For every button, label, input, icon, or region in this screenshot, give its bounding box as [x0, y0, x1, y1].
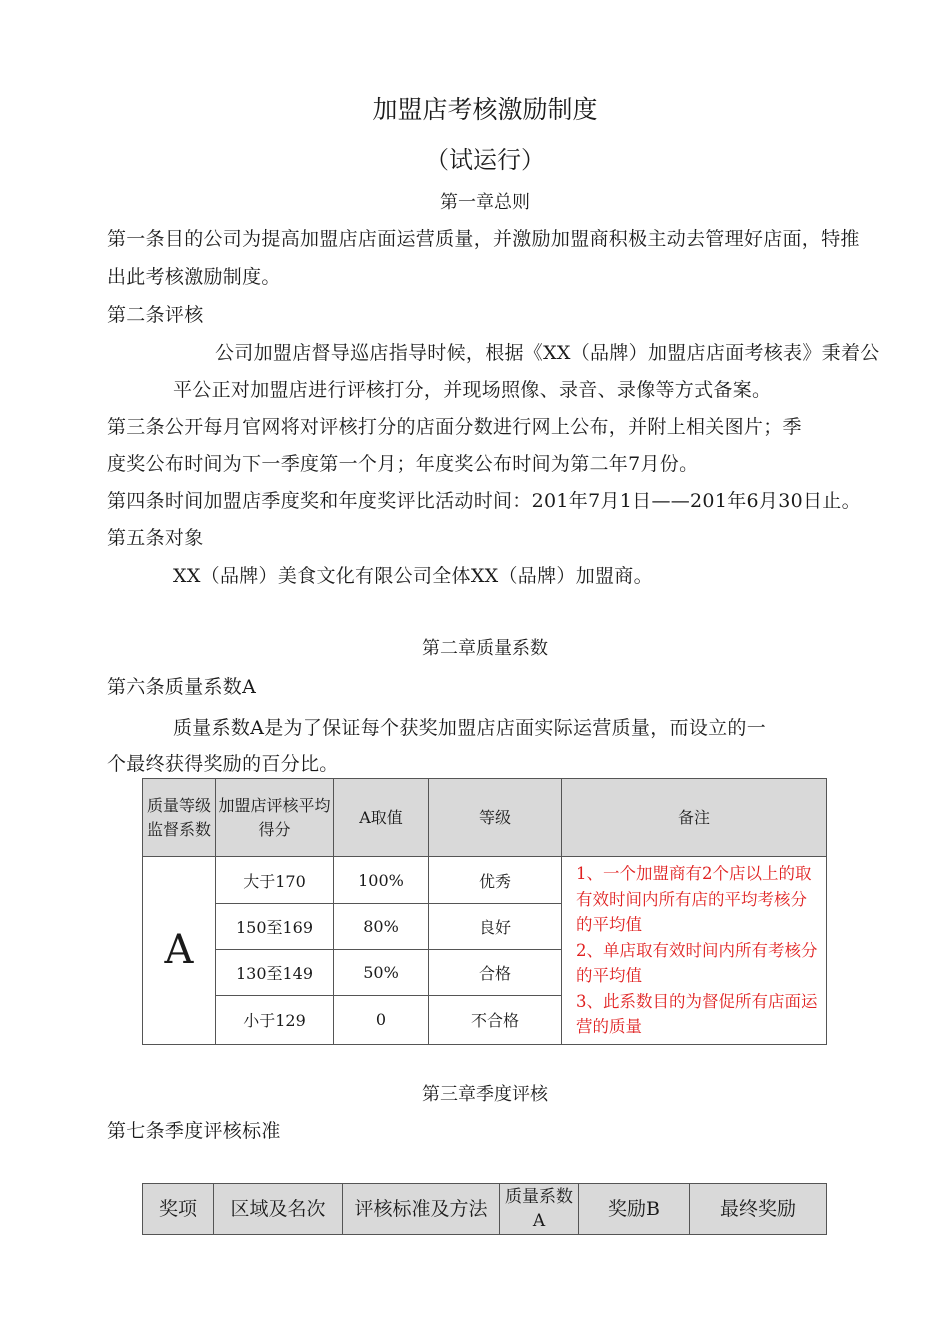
level-cell: 优秀 [429, 857, 562, 904]
remark-2: 2、单店取有效时间内所有考核分的平均值 [576, 940, 818, 985]
article-2-heading: 第二条评核 [107, 304, 204, 326]
score-cell: 大于170 [216, 857, 334, 904]
doc-title: 加盟店考核激励制度 [372, 95, 598, 124]
header-reward-b: 奖励B [579, 1184, 690, 1235]
value-cell: 0 [334, 996, 429, 1044]
header-quality-coefficient: 质量系数A [500, 1184, 579, 1235]
article-1-line-2: 出此考核激励制度。 [107, 266, 281, 288]
header-remarks: 备注 [562, 779, 827, 857]
chapter-1-heading: 第一章总则 [440, 192, 530, 213]
header-final-reward: 最终奖励 [690, 1184, 827, 1235]
quality-coefficient-table [142, 778, 827, 1045]
article-4: 第四条时间加盟店季度奖和年度奖评比活动时间：201年7月1日——201年6月30日止。 [107, 490, 861, 512]
doc-subtitle: （试运行） [425, 146, 545, 174]
article-6-body-line-1: 质量系数A是为了保证每个获奖加盟店店面实际运营质量，而设立的一 [173, 717, 767, 739]
remark-1: 1、一个加盟商有2个店以上的取有效时间内所有店的平均考核分的平均值 [576, 864, 812, 934]
chapter-2-heading: 第二章质量系数 [422, 638, 548, 659]
article-5-body: XX（品牌）美食文化有限公司全体XX（品牌）加盟商。 [173, 565, 653, 587]
score-cell: 小于129 [216, 996, 334, 1044]
article-3-line-1: 第三条公开每月官网将对评核打分的店面分数进行网上公布，并附上相关图片；季 [107, 416, 802, 438]
header-award: 奖项 [143, 1184, 214, 1235]
article-6-body-line-2: 个最终获得奖励的百分比。 [107, 753, 339, 775]
article-5-heading: 第五条对象 [107, 527, 204, 549]
value-cell: 80% [334, 904, 429, 950]
header-grade-coefficient: 质量等级监督系数 [143, 779, 216, 857]
header-average-score: 加盟店评核平均得分 [216, 779, 334, 857]
remarks-cell [562, 857, 827, 1045]
remark-3: 3、此系数目的为督促所有店面运营的质量 [576, 991, 818, 1036]
score-cell: 150至169 [216, 904, 334, 950]
article-7-heading: 第七条季度评核标准 [107, 1120, 281, 1142]
header-level: 等级 [429, 779, 562, 857]
header-region-rank: 区域及名次 [214, 1184, 343, 1235]
level-cell: 不合格 [429, 996, 562, 1044]
header-criteria-method: 评核标准及方法 [343, 1184, 500, 1235]
level-cell: 良好 [429, 904, 562, 950]
level-cell: 合格 [429, 950, 562, 996]
score-cell: 130至149 [216, 950, 334, 996]
quarterly-criteria-table [142, 1183, 827, 1235]
article-3-line-2: 度奖公布时间为下一季度第一个月；年度奖公布时间为第二年7月份。 [107, 453, 699, 475]
article-1-line-1: 第一条目的公司为提高加盟店店面运营质量，并激励加盟商积极主动去管理好店面，特推 [107, 228, 860, 250]
value-cell: 50% [334, 950, 429, 996]
header-a-value: A取值 [334, 779, 429, 857]
article-2-body-line-2: 平公正对加盟店进行评核打分，并现场照像、录音、录像等方式备案。 [173, 379, 772, 401]
chapter-3-heading: 第三章季度评核 [422, 1084, 548, 1105]
grade-a-cell: A [143, 857, 216, 1045]
article-6-heading: 第六条质量系数A [107, 676, 257, 698]
article-2-body-line-1: 公司加盟店督导巡店指导时候，根据《XX（品牌）加盟店店面考核表》秉着公 [215, 342, 880, 364]
value-cell: 100% [334, 857, 429, 904]
